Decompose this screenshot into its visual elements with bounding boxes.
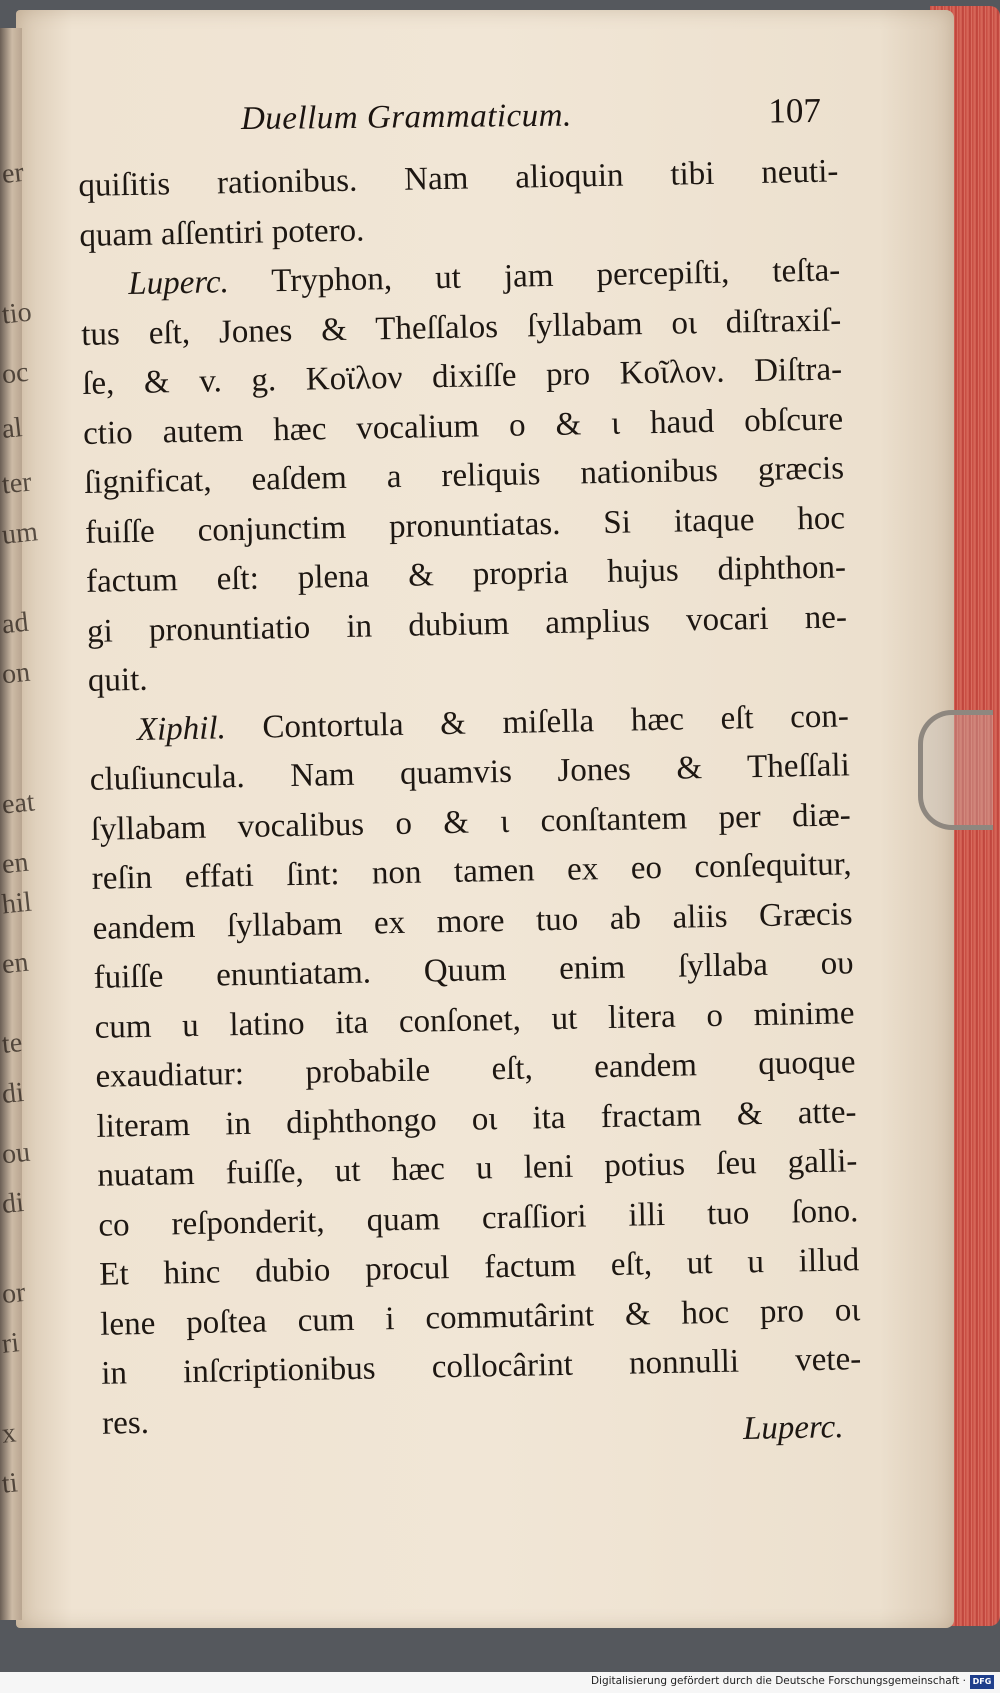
facing-page-fragment: di xyxy=(0,1076,26,1111)
line-text: quiſitis rationibus. Nam alioquin tibi neuti- xyxy=(78,153,839,204)
page-number: 107 xyxy=(768,90,822,131)
line-text: nuatam fuiſſe, ut hæc u leni potius ſeu galli- xyxy=(97,1143,858,1194)
line-text: ſyllabam vocalibus ο & ι conſtantem per diæ- xyxy=(90,796,852,848)
line-text: cluſiuncula. Nam quamvis Jones & Theſſali xyxy=(89,747,851,798)
facing-page-fragment: ri xyxy=(0,1327,21,1360)
line-text: ctio autem hæc vocalium ο & ι haud obſcure xyxy=(82,400,844,452)
line-text: factum eſt: plena & propria hujus diphthon- xyxy=(85,549,847,600)
footer-credit: Digitalisierung gefördert durch die Deutsche Forschungsgemeinschaft · xyxy=(590,1675,966,1687)
facing-page-fragment: oc xyxy=(0,356,30,391)
page-clip xyxy=(918,710,993,830)
line-text: quit. xyxy=(87,661,148,699)
facing-page-fragment: x xyxy=(0,1417,18,1450)
line-text: ſe, & v. g. Κοϊλον dixiſſe pro Κοῖλον. Diſtra- xyxy=(81,351,843,402)
speaker-name: Luperc. xyxy=(128,264,230,303)
line-text: in inſcriptionibus collocârint nonnulli vete- xyxy=(100,1341,862,1392)
facing-page-fragment: en xyxy=(0,946,30,981)
line-text: Et hinc dubio procul factum eſt, ut u illud xyxy=(99,1242,860,1293)
facing-page-fragment: hil xyxy=(0,886,34,921)
line-text: gi pronuntiatio in dubium amplius vocari ne- xyxy=(86,598,848,650)
line-text: tus eſt, Jones & Theſſalos ſyllabam οι diſtraxiſ- xyxy=(80,301,842,353)
catchword: Luperc. xyxy=(743,1409,845,1447)
line-text: fuiſſe conjunctim pronuntiatas. Si itaque hoc xyxy=(84,499,846,551)
line-text: exaudiatur: probabile eſt, eandem quoque xyxy=(95,1044,856,1095)
facing-page-fragment: ter xyxy=(0,466,34,501)
line-text: quam aſſentiri potero. xyxy=(79,212,365,254)
facing-page-fragment: en xyxy=(0,846,30,881)
line-text: fuiſſe enuntiatam. Quum enim ſyllaba ου xyxy=(93,945,854,996)
facing-page-fragment: um xyxy=(0,516,40,551)
facing-page-fragment: eat xyxy=(0,786,37,821)
line-text: Tryphon, ut jam percepiſti, teſta- xyxy=(228,252,841,301)
facing-page-fragment: on xyxy=(0,656,32,691)
facing-page-fragment: di xyxy=(0,1186,26,1221)
line-text: Contortula & miſella hæc eſt con- xyxy=(225,697,850,746)
facing-page-fragment: tio xyxy=(0,296,34,331)
dfg-logo: DFG xyxy=(970,1675,994,1689)
page-header xyxy=(240,90,822,141)
running-title: Duellum Grammaticum. xyxy=(240,97,572,138)
facing-page-fragment: er xyxy=(0,156,26,191)
facing-page-fragment: ou xyxy=(0,1136,32,1171)
facing-page-fragment: or xyxy=(0,1276,27,1311)
line-text: ſignificat, eaſdem a reliquis nationibus græcis xyxy=(83,450,845,501)
line-text: lene poſtea cum i commutârint & hoc pro οι xyxy=(99,1291,861,1343)
line-text: eandem ſyllabam ex more tuo ab aliis Græcis xyxy=(92,895,853,947)
line-text: co reſponderit, quam craſſiori illi tuo ſono. xyxy=(98,1192,859,1244)
facing-page-fragment: al xyxy=(0,412,24,445)
facing-page-fragment: te xyxy=(0,1027,24,1060)
line-text: reſin effati ſint: non tamen ex eo conſequitur, xyxy=(91,846,852,897)
body-text xyxy=(78,147,863,1448)
speaker-name: Xiphil. xyxy=(136,709,227,748)
book-page xyxy=(16,10,954,1628)
line-text: literam in diphthongo οι ita fractam & atte- xyxy=(96,1093,857,1145)
footer-bar xyxy=(0,1672,1000,1693)
line-text: cum u latino ita conſonet, ut litera ο minime xyxy=(94,994,855,1046)
facing-page-fragment: ti xyxy=(0,1467,20,1500)
facing-page-fragment: ad xyxy=(0,606,30,641)
facing-page-edge xyxy=(0,28,40,1620)
line-text: res. xyxy=(101,1404,150,1442)
